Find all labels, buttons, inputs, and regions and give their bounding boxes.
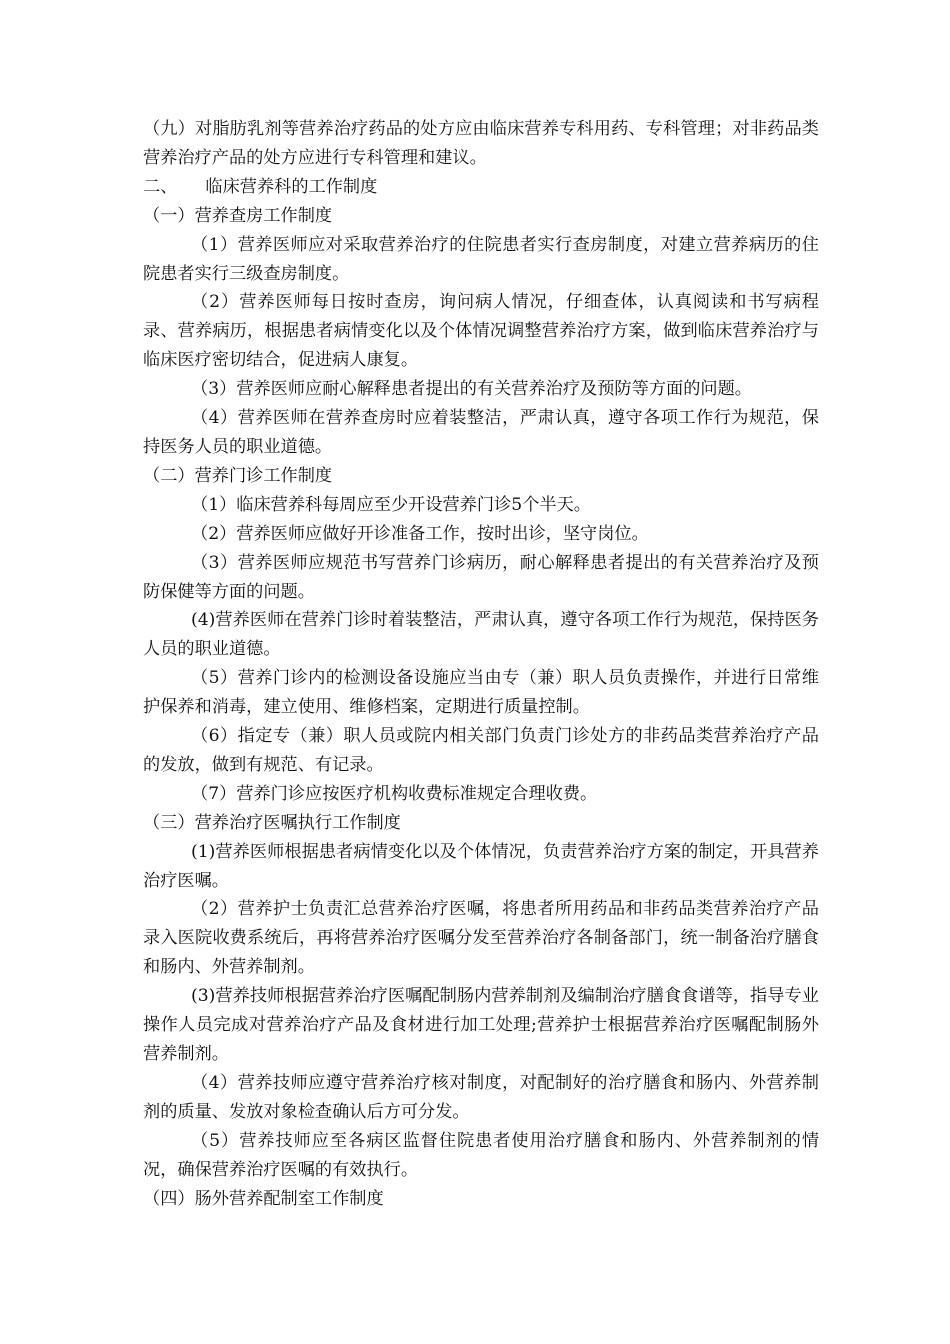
section-number: 二、 bbox=[143, 176, 178, 197]
subsection-heading: （二）营养门诊工作制度 bbox=[143, 465, 333, 486]
paragraph: (4)营养医师在营养门诊时着装整洁，严肃认真，遵守各项工作行为规范，保持医务人员的职业道德。 bbox=[143, 610, 819, 660]
paragraph: （2）营养医师应做好开诊准备工作，按时出诊，坚守岗位。 bbox=[191, 523, 649, 544]
paragraph: (1)营养医师根据患者病情变化以及个体情况，负责营养治疗方案的制定，开具营养治疗医嘱。 bbox=[143, 841, 819, 891]
paragraph: （1）营养医师应对采取营养治疗的住院患者实行查房制度，对建立营养病历的住院患者实行三级查房制度。 bbox=[143, 234, 819, 284]
paragraph: （6）指定专（兼）职人员或院内相关部门负责门诊处方的非药品类营养治疗产品的发放，做到有规范、有记录。 bbox=[143, 726, 819, 775]
paragraph: （2）营养护士负责汇总营养治疗医嘱，将患者所用药品和非药品类营养治疗产品录入医院收费系统后，再将营养治疗医嘱分发至营养治疗各制备部门，统一制备治疗膳食和肠内、外营养制剂。 bbox=[143, 899, 819, 978]
paragraph: （3）营养医师应耐心解释患者提出的有关营养治疗及预防等方面的问题。 bbox=[191, 379, 752, 400]
subsection-heading: （三）营养治疗医嘱执行工作制度 bbox=[143, 812, 401, 833]
paragraph: （九）对脂肪乳剂等营养治疗药品的处方应由临床营养专科用药、专科管理；对非药品类营养治疗产品的处方应进行专科管理和建议。 bbox=[143, 119, 819, 168]
paragraph: （7）营养门诊应按医疗机构收费标准规定合理收费。 bbox=[191, 783, 598, 804]
paragraph: （1）临床营养科每周应至少开设营养门诊5个半天。 bbox=[191, 494, 591, 515]
section-heading bbox=[143, 173, 819, 202]
paragraph: （5）营养门诊内的检测设备设施应当由专（兼）职人员负责操作，并进行日常维护保养和消毒，建立使用、维修档案，定期进行质量控制。 bbox=[143, 668, 819, 718]
paragraph: （2）营养医师每日按时查房，询问病人情况，仔细查体，认真阅读和书写病程录、营养病历，根据患者病情变化以及个体情况调整营养治疗方案，做到临床营养治疗与临床医疗密切结合，促进病人康复。 bbox=[143, 292, 819, 371]
document-body bbox=[143, 115, 819, 1213]
subsection-heading: （一）营养查房工作制度 bbox=[143, 205, 333, 226]
subsection-heading: （四）肠外营养配制室工作制度 bbox=[143, 1188, 384, 1209]
section-title: 临床营养科的工作制度 bbox=[205, 176, 378, 197]
paragraph: (3)营养技师根据营养治疗医嘱配制肠内营养制剂及编制治疗膳食食谱等，指导专业操作人员完成对营养治疗产品及食材进行加工处理;营养护士根据营养治疗医嘱配制肠外营养制剂。 bbox=[143, 986, 819, 1064]
paragraph: （3）营养医师应规范书写营养门诊病历，耐心解释患者提出的有关营养治疗及预防保健等方面的问题。 bbox=[143, 552, 819, 602]
paragraph: （4）营养医师在营养查房时应着装整洁，严肃认真，遵守各项工作行为规范，保持医务人员的职业道德。 bbox=[143, 408, 819, 457]
paragraph: （4）营养技师应遵守营养治疗核对制度，对配制好的治疗膳食和肠内、外营养制剂的质量、发放对象检查确认后方可分发。 bbox=[143, 1072, 819, 1122]
paragraph: （5）营养技师应至各病区监督住院患者使用治疗膳食和肠内、外营养制剂的情况，确保营养治疗医嘱的有效执行。 bbox=[143, 1130, 819, 1180]
